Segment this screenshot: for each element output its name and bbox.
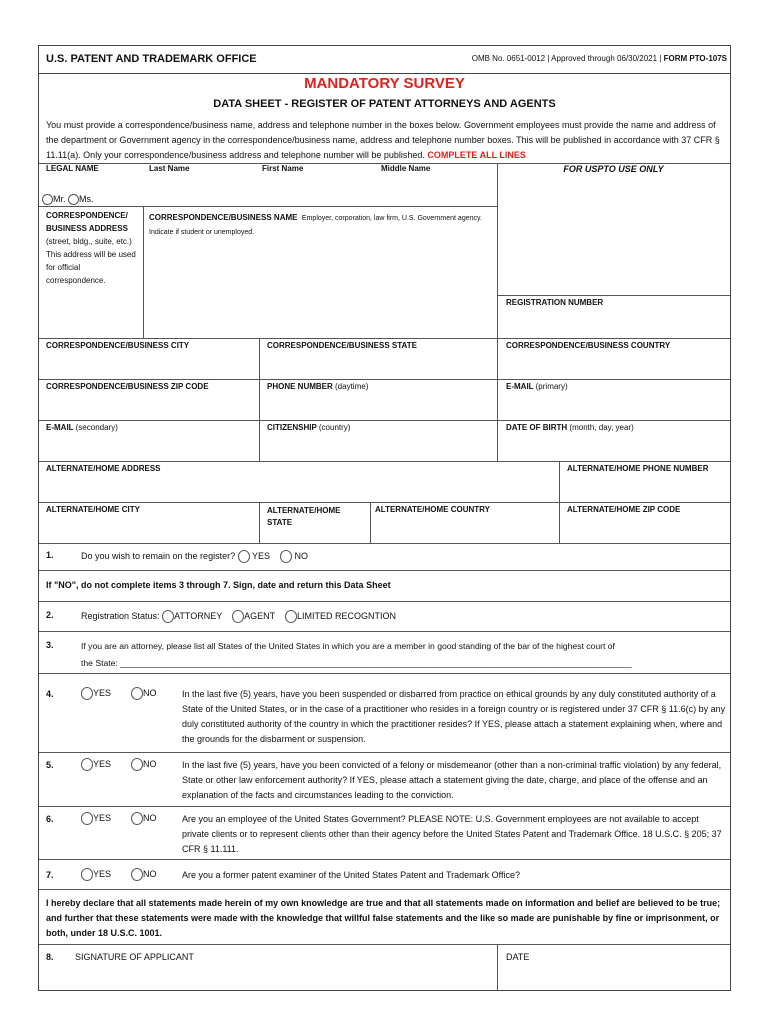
omb-info [472,54,727,63]
alt-country-field[interactable]: ALTERNATE/HOME COUNTRY [375,505,490,514]
q5-number: 5. [46,760,54,770]
q2-number: 2. [46,610,54,620]
divider [497,163,498,338]
divider [39,806,730,807]
divider [39,944,730,945]
alt-city-field[interactable]: ALTERNATE/HOME CITY [46,505,140,514]
mr-label: Mr. [53,194,66,204]
declaration-text: I hereby declare that all statements made herein of my own knowledge are true and that all statements made on information and belief are believed to be true; and further that these statements were made with the knowledge that willful false statements and the like so made are punishable by fine or imprisonment, or both, under 18 U.S.C. 1001. [46,898,721,938]
q3-number: 3. [46,640,54,650]
divider [39,752,730,753]
divider [39,379,730,380]
phone-field[interactable] [267,382,368,391]
correspondence-address-label [46,209,140,287]
divider [497,338,498,461]
form-id: FORM PTO-107S [663,54,727,63]
divider [39,889,730,890]
q2-limited-label: LIMITED RECOGNTION [296,611,396,621]
q4-options [81,687,157,700]
q2-row [81,609,396,624]
email-primary-label: E-MAIL [506,382,534,391]
divider [39,673,730,674]
intro-paragraph [46,118,726,163]
phone-label: PHONE NUMBER [267,382,333,391]
if-no-instruction: If "NO", do not complete items 3 through 7. Sign, date and return this Data Sheet [46,580,391,590]
q2-agent-radio[interactable] [232,610,244,623]
q7-yes-label: YES [93,868,112,879]
divider [370,502,371,543]
intro-text: You must provide a correspondence/business name, address and telephone number in the boxes below. Government employees must provide the name and address of the department or Government agency in the correspondence/business name, address and telephone number boxes. This will be published in accordance with 37 CFR § 11.11(a). Only your correspondence/business address and telephone number will be published. [46,120,720,160]
divider [497,944,498,991]
survey-title: MANDATORY SURVEY [304,75,465,92]
correspondence-address-title: CORRESPONDENCE/ BUSINESS ADDRESS [46,211,128,233]
divider [39,601,730,602]
signature-field[interactable]: SIGNATURE OF APPLICANT [75,952,194,962]
q1-row [81,549,308,564]
q6-options [81,812,157,825]
form-page [38,45,731,991]
citizenship-field[interactable] [267,423,350,432]
q2-agent-label: AGENT [244,611,275,621]
q5-options [81,758,157,771]
correspondence-address-note: (street, bldg., suite, etc.) This address will be used for official correspondence. [46,237,136,285]
q1-yes-radio[interactable] [238,550,250,563]
email-secondary-field[interactable] [46,423,118,432]
phone-note: (daytime) [335,382,369,391]
q5-text: In the last five (5) years, have you been convicted of a felony or misdemeanor (other than a non-criminal traffic violation) by any federal, State or other law enforcement authority? If YES, please attach a statement giving the date, charge, and place of the offense and an explanation of the facts and circumstances leading to the conviction. [182,760,722,800]
q6-text: Are you an employee of the United States Government? PLEASE NOTE: U.S. Government employees are not available to accept private clients or to represent clients other than their agency before the United States Patent and Trademark Office. 18 U.S.C. § 205; 37 CFR § 11.111. [182,814,722,854]
q7-yes-radio[interactable] [81,868,93,881]
divider [39,543,730,544]
q2-attorney-label: ATTORNEY [174,611,223,621]
divider [39,859,730,860]
q6-yes-label: YES [93,812,112,823]
business-name-label: CORRESPONDENCE/BUSINESS NAME [149,213,298,222]
q3-text [81,638,727,672]
q1-yes-label: YES [251,551,270,561]
last-name-label: Last Name [149,164,190,173]
divider [39,206,497,207]
q1-number: 1. [46,550,54,560]
q7-number: 7. [46,870,54,880]
q5-no-label: NO [143,758,157,769]
country-field[interactable]: CORRESPONDENCE/BUSINESS COUNTRY [506,341,671,350]
q7-no-radio[interactable] [131,868,143,881]
q4-no-label: NO [143,687,157,698]
email-secondary-label: E-MAIL [46,423,74,432]
alt-address-field[interactable]: ALTERNATE/HOME ADDRESS [46,464,161,473]
q6-no-label: NO [143,812,157,823]
q1-text: Do you wish to remain on the register? [81,551,236,561]
email-primary-note: (primary) [535,382,568,391]
divider [259,338,260,461]
q7-text: Are you a former patent examiner of the United States Patent and Trademark Office? [182,870,521,880]
q8-number: 8. [46,952,54,962]
divider [39,570,730,571]
state-field[interactable]: CORRESPONDENCE/BUSINESS STATE [267,341,417,350]
legal-name-label: LEGAL NAME [46,164,99,173]
email-secondary-note: (secondary) [75,423,118,432]
mr-radio[interactable] [42,194,53,205]
complete-all-lines: COMPLETE ALL LINES [427,150,526,160]
q5-yes-radio[interactable] [81,758,93,771]
divider [39,631,730,632]
divider [39,420,730,421]
dob-field[interactable] [506,423,634,432]
q6-yes-radio[interactable] [81,812,93,825]
q3-states-input[interactable]: the State: ___________________________________________________________________________________________________________ [81,658,632,668]
ms-radio[interactable] [68,194,79,205]
q7-options [81,868,157,881]
divider [259,502,260,543]
title-options [42,194,94,205]
q4-number: 4. [46,689,54,699]
first-name-label: First Name [262,164,304,173]
q5-no-radio[interactable] [131,758,143,771]
q3-line1: If you are an attorney, please list all States of the United States in which you are a member in good standing of the bar of the highest court of [81,641,615,651]
registration-number-label: REGISTRATION NUMBER [506,298,604,307]
q7-no-label: NO [143,868,157,879]
divider [39,338,730,339]
alt-state-field[interactable]: ALTERNATE/HOME STATE [267,506,341,527]
divider [39,461,730,462]
omb-text: OMB No. 0651-0012 | Approved through 06/30/2021 | [471,54,662,63]
email-primary-field[interactable] [506,382,568,391]
alt-zip-field[interactable]: ALTERNATE/HOME ZIP CODE [567,505,681,514]
divider [143,206,144,338]
q2-text: Registration Status: [81,611,160,621]
q4-yes-radio[interactable] [81,687,93,700]
date-field[interactable]: DATE [506,952,530,962]
dob-note: (month, day, year) [569,423,634,432]
business-name-field[interactable] [149,210,494,238]
q1-no-label: NO [294,551,308,561]
zip-field[interactable]: CORRESPONDENCE/BUSINESS ZIP CODE [46,382,209,391]
dob-label: DATE OF BIRTH [506,423,568,432]
q6-no-radio[interactable] [131,812,143,825]
city-field[interactable]: CORRESPONDENCE/BUSINESS CITY [46,341,190,350]
divider [497,295,730,296]
q2-limited-radio[interactable] [285,610,297,623]
q4-no-radio[interactable] [131,687,143,700]
business-name-note: Employer, corporation, law firm, U.S. Government agency. Indicate if student or unemployed. [149,215,482,236]
q6-number: 6. [46,814,54,824]
data-sheet-subtitle: DATA SHEET - REGISTER OF PATENT ATTORNEYS AND AGENTS [213,98,556,110]
q4-text: In the last five (5) years, have you been suspended or disbarred from practice on ethical grounds by any duly constituted authority of a State of the United States, or in the case of a practitioner who resides in a foreign country or is registered under 37 CFR § 11.6(c) by any duly constituted authority of the country in which the practitioner resides? If YES, please attach a statement explaining when, where and the grounds for the disbarment or suspension. [182,689,726,744]
citizenship-label: CITIZENSHIP [267,423,317,432]
q2-attorney-radio[interactable] [162,610,174,623]
ms-label: Ms. [79,194,94,204]
citizenship-note: (country) [318,423,351,432]
uspto-use-label: FOR USPTO USE ONLY [563,164,664,174]
q5-yes-label: YES [93,758,112,769]
alt-phone-field[interactable]: ALTERNATE/HOME PHONE NUMBER [567,464,709,473]
middle-name-label: Middle Name [381,164,431,173]
q1-no-radio[interactable] [280,550,292,563]
agency-name: U.S. PATENT AND TRADEMARK OFFICE [46,53,257,65]
q4-yes-label: YES [93,687,112,698]
divider [39,502,730,503]
